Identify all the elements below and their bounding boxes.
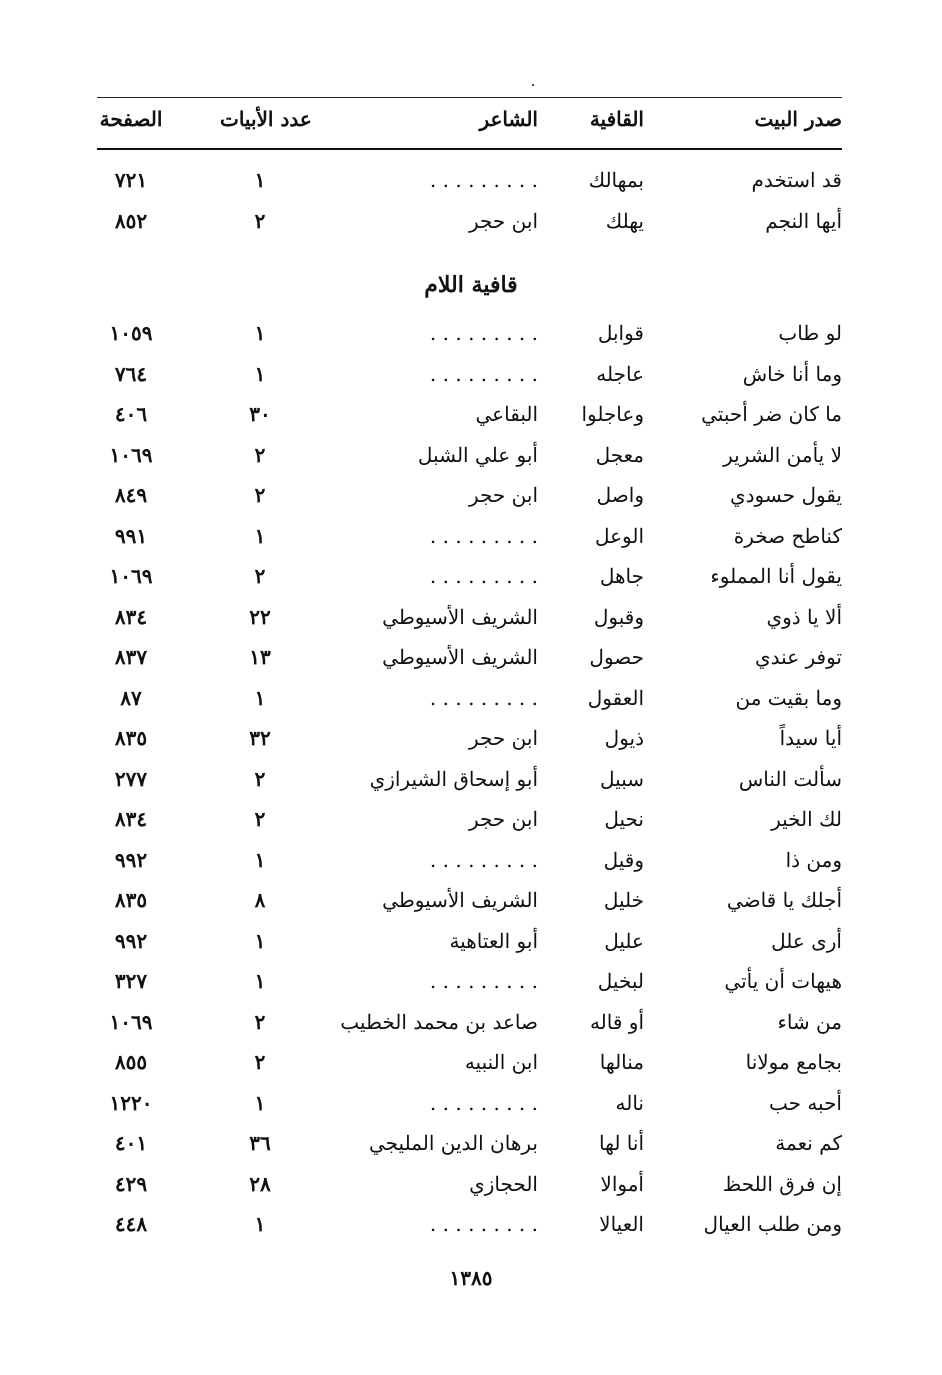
table-row [0,163,942,197]
cell-sadr: ألا يا ذوي [766,604,842,629]
cell-sadr: من شاء [777,1009,842,1034]
table-row [0,802,942,836]
table-row [0,964,942,998]
cell-abyat: ١ [254,969,266,993]
cell-sadr: ما كان ضر أحبتي [701,402,842,426]
table-row [0,438,942,472]
header-safha: الصفحة [99,107,163,131]
cell-safha: ٧٢١ [114,168,148,192]
cell-qafia: قوابل [597,321,644,345]
cell-safha: ٣٢٧ [114,969,148,993]
cell-shaer: . . . . . . . . . [429,361,538,386]
cell-shaer: أبو إسحاق الشيرازي [369,766,538,791]
cell-sadr: يقول حسودي [729,483,842,507]
cell-shaer: أبو العتاهية [449,928,538,953]
cell-shaer: ابن حجر [468,726,538,750]
cell-safha: ٤٢٩ [114,1171,148,1196]
cell-shaer: صاعد بن محمد الخطيب [340,1009,538,1034]
cell-safha: ٩٩٢ [114,847,148,872]
cell-shaer: ابن النبيه [464,1050,538,1074]
cell-shaer: ابن حجر [468,807,538,831]
cell-sadr: هيهات أن يأتي [724,969,842,993]
cell-abyat: ٢٢ [249,604,271,629]
cell-sadr: أجلك يا قاضي [726,888,842,912]
table-row [0,357,942,391]
cell-safha: ١٠٦٩ [109,564,153,588]
table-row [0,843,942,877]
cell-sadr: أيا سيداً [779,726,842,750]
table-row [0,640,942,674]
cell-qafia: أموالا [600,1171,644,1196]
cell-abyat: ٢٨ [249,1171,271,1196]
cell-safha: ٤٠١ [114,1131,148,1155]
cell-qafia: جاهل [599,564,644,588]
cell-qafia: معجل [595,442,644,467]
table-row [0,1126,942,1160]
table-row [0,600,942,634]
cell-sadr: توفر عندي [755,645,842,669]
cell-shaer: ابن حجر [468,208,538,233]
cell-sadr: لا يأمن الشرير [723,442,842,467]
cell-qafia: العقول [587,685,644,710]
cell-qafia: بمهالك [588,168,644,192]
table-row [0,721,942,755]
cell-shaer: برهان الدين المليجي [368,1131,538,1155]
cell-shaer: . . . . . . . . . [429,564,538,588]
cell-safha: ٧٦٤ [114,361,148,386]
cell-sadr: وما أنا خاش [742,361,842,386]
cell-abyat: ٣٦ [249,1131,271,1155]
cell-abyat: ١ [254,168,266,192]
cell-abyat: ٢ [254,564,266,588]
cell-sadr: أحبه حب [768,1090,842,1115]
cell-qafia: لبخيل [597,969,644,993]
table-row [0,1005,942,1039]
table-row [0,204,942,238]
cell-qafia: سبيل [600,766,644,791]
cell-qafia: عليل [604,928,644,953]
cell-abyat: ٣٢ [249,726,271,750]
cell-qafia: يهلك [605,208,644,233]
table-row [0,924,942,958]
cell-sadr: إن فرق اللحظ [722,1171,842,1196]
cell-qafia: الوعل [594,523,644,548]
cell-safha: ٨٣٧ [114,645,148,669]
cell-shaer: . . . . . . . . . [429,168,538,192]
cell-sadr: سألت الناس [738,766,842,791]
cell-safha: ٨٤٩ [114,483,148,507]
top-rule [97,97,842,98]
header-qafia: القافية [589,107,644,131]
cell-abyat: ١ [254,361,266,386]
cell-safha: ٨٧ [120,685,142,710]
cell-qafia: عاجله [596,361,644,386]
cell-qafia: واصل [596,483,644,507]
cell-shaer: ابن حجر [468,483,538,507]
table-row [0,1045,942,1079]
cell-sadr: كم نعمة [775,1131,842,1155]
cell-safha: ٨٣٥ [114,726,148,750]
table-row [0,1086,942,1120]
cell-shaer: . . . . . . . . . [429,847,538,872]
cell-sadr: ومن طلب العيال [703,1212,842,1236]
cell-abyat: ٨ [254,888,266,912]
cell-abyat: ٢ [254,442,266,467]
cell-qafia: ناله [615,1090,644,1115]
cell-sadr: لو طاب [778,321,842,345]
cell-abyat: ٢ [254,1050,266,1074]
cell-sadr: كناطح صخرة [733,523,842,548]
cell-shaer: البقاعي [475,402,538,426]
cell-shaer: الشريف الأسيوطي [382,888,538,912]
cell-qafia: وقيل [603,847,644,872]
page-number: ١٣٨٥ [449,1266,493,1290]
cell-qafia: منالها [599,1050,644,1074]
cell-safha: ١٠٦٩ [109,1009,153,1034]
cell-sadr: لك الخير [771,807,842,831]
cell-abyat: ١ [254,523,266,548]
cell-safha: ٩٩١ [114,523,148,548]
cell-shaer: . . . . . . . . . [429,1212,538,1236]
cell-shaer: الحجازي [469,1171,538,1196]
cell-shaer: . . . . . . . . . [429,969,538,993]
cell-qafia: ذيول [604,726,644,750]
table-row [0,397,942,431]
cell-sadr: أيها النجم [765,208,842,233]
cell-safha: ٤٠٦ [114,402,148,426]
cell-shaer: . . . . . . . . . [429,523,538,548]
cell-safha: ١٠٦٩ [109,442,153,467]
header-shaer: الشاعر [479,107,538,131]
table-row [0,762,942,796]
table-header [0,102,942,136]
cell-sadr: قد استخدم [751,168,842,192]
cell-shaer: الشريف الأسيوطي [382,604,538,629]
cell-sadr: أرى علل [771,928,842,953]
cell-safha: ٨٣٤ [114,807,148,831]
cell-abyat: ١ [254,321,266,345]
cell-abyat: ٢ [254,766,266,791]
cell-sadr: وما بقيت من [735,685,842,710]
cell-qafia: وعاجلوا [581,402,644,426]
cell-safha: ٤٤٨ [114,1212,148,1236]
cell-qafia: العيالا [599,1212,644,1236]
cell-qafia: خليل [603,888,644,912]
cell-abyat: ١ [254,1090,266,1115]
table-row [0,1167,942,1201]
cell-safha: ٢٧٧ [114,766,148,791]
cell-qafia: وقبول [593,604,644,629]
table-row [0,559,942,593]
cell-abyat: ١ [254,847,266,872]
cell-safha: ٩٩٢ [114,928,148,953]
cell-shaer: . . . . . . . . . [429,685,538,710]
section-title: قافية اللام [424,272,518,298]
table-row [0,316,942,350]
cell-sadr: يقول أنا المملوء [710,564,842,588]
table-row [0,519,942,553]
cell-safha: ١٢٢٠ [109,1090,153,1115]
cell-shaer: . . . . . . . . . [429,321,538,345]
cell-sadr: ومن ذا [785,847,842,872]
cell-safha: ٨٥٥ [114,1050,148,1074]
table-row [0,1207,942,1241]
cell-qafia: حصول [589,645,644,669]
cell-qafia: نحيل [604,807,644,831]
cell-abyat: ٢ [254,807,266,831]
table-row [0,883,942,917]
table-row [0,478,942,512]
cell-sadr: بجامع مولانا [745,1050,842,1074]
cell-shaer: . . . . . . . . . [429,1090,538,1115]
cell-safha: ٨٣٤ [114,604,148,629]
header-sadr: صدر البيت [754,107,842,131]
cell-safha: ٨٥٢ [114,208,148,233]
cell-shaer: أبو علي الشبل [417,442,538,467]
cell-abyat: ٣٠ [249,402,271,426]
table-row [0,681,942,715]
cell-shaer: الشريف الأسيوطي [382,645,538,669]
cell-abyat: ١ [254,1212,266,1236]
cell-abyat: ٢ [254,1009,266,1034]
cell-safha: ٨٣٥ [114,888,148,912]
cell-qafia: أنا لها [599,1131,644,1155]
print-mark [532,84,534,86]
cell-abyat: ٢ [254,483,266,507]
cell-safha: ١٠٥٩ [109,321,153,345]
cell-abyat: ١ [254,685,266,710]
header-abyat: عدد الأبيات [220,107,312,131]
cell-abyat: ١٣ [249,645,271,669]
cell-abyat: ١ [254,928,266,953]
cell-qafia: أو قاله [589,1009,644,1034]
header-rule [97,148,842,150]
cell-abyat: ٢ [254,208,266,233]
